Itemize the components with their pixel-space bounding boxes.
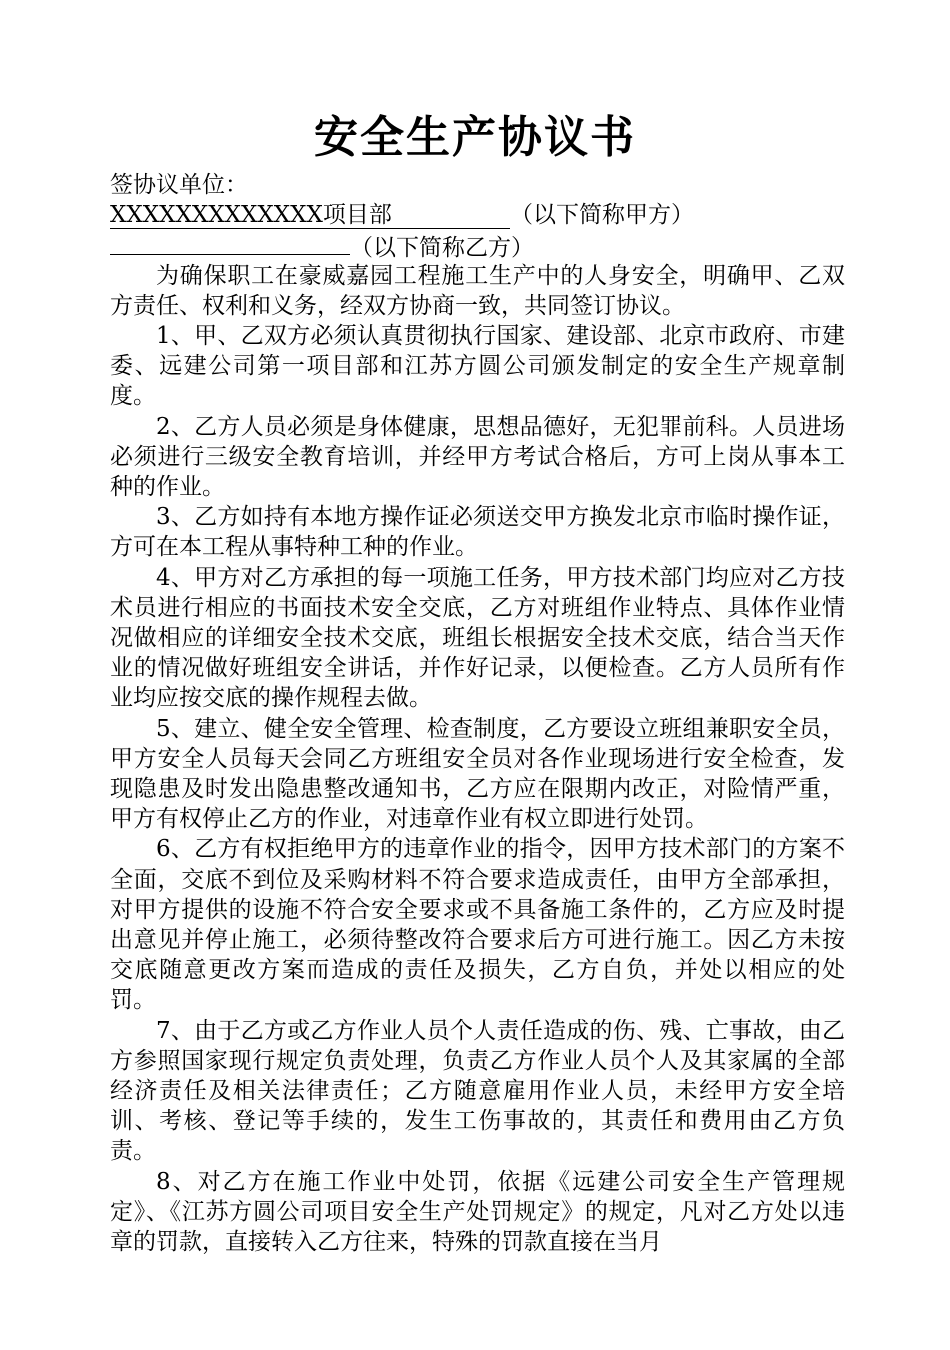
intro-paragraph: 为确保职工在豪威嘉园工程施工生产中的人身安全，明确甲、乙双方责任、权利和义务，经双方协商一致，共同签订协议。 bbox=[110, 262, 845, 319]
clause-7: 7、由于乙方或乙方作业人员个人责任造成的伤、残、亡事故，由乙方参照国家现行规定负责处理，负责乙方作业人员个人及其家属的全部经济责任及相关法律责任；乙方随意雇用作业人员，未经甲方安全培训、考核、登记等手续的，发生工伤事故的，其责任和费用由乙方负责。 bbox=[110, 1017, 845, 1165]
clause-4: 4、甲方对乙方承担的每一项施工任务，甲方技术部门均应对乙方技术员进行相应的书面技术安全交底，乙方对班组作业特点、具体作业情况做相应的详细安全技术交底，班组长根据安全技术交底，结合当天作业的情况做好班组安全讲话，并作好记录，以便检查。乙方人员所有作业均应按交底的操作规程去做。 bbox=[110, 564, 845, 712]
clause-3: 3、乙方如持有本地方操作证必须送交甲方换发北京市临时操作证，方可在本工程从事特种工种的作业。 bbox=[110, 504, 845, 561]
clause-5: 5、建立、健全安全管理、检查制度，乙方要设立班组兼职安全员，甲方安全人员每天会同乙方班组安全员对各作业现场进行安全检查，发现隐患及时发出隐患整改通知书，乙方应在限期内改正，对险情严重，甲方有权停止乙方的作业，对违章作业有权立即进行处罚。 bbox=[110, 715, 845, 833]
clause-8: 8、对乙方在施工作业中处罚，依据《远建公司安全生产管理规定》、《江苏方圆公司项目安全生产处罚规定》的规定，凡对乙方处以违章的罚款，直接转入乙方往来，特殊的罚款直接在当月 bbox=[110, 1168, 845, 1256]
clause-1: 1、甲、乙双方必须认真贯彻执行国家、建设部、北京市政府、市建委、远建公司第一项目部和江苏方圆公司颁发制定的安全生产规章制度。 bbox=[110, 322, 845, 410]
party-a-name: XXXXXXXXXXXXX项目部 bbox=[110, 202, 510, 229]
document-title: 安全生产协议书 bbox=[314, 112, 636, 163]
document-body bbox=[110, 170, 845, 1257]
signing-label: 签协议单位： bbox=[110, 172, 248, 198]
clause-6: 6、乙方有权拒绝甲方的违章作业的指令，因甲方技术部门的方案不全面，交底不到位及采购材料不符合要求造成责任，由甲方全部承担，对甲方提供的设施不符合安全要求或不具备施工条件的，乙方应及时提出意见并停止施工，必须待整改符合要求后方可进行施工。因乙方未按交底随意更改方案而造成的责任及损失，乙方自负，并处以相应的处罚。 bbox=[110, 836, 845, 1014]
party-a-suffix: （以下简称甲方） bbox=[510, 202, 694, 229]
party-b-line bbox=[110, 230, 845, 260]
party-b-suffix: （以下简称乙方） bbox=[350, 235, 534, 262]
party-a-line bbox=[110, 200, 845, 230]
party-b-name-blank bbox=[110, 230, 350, 255]
clause-2: 2、乙方人员必须是身体健康，思想品德好，无犯罪前科。人员进场必须进行三级安全教育培训，并经甲方考试合格后，方可上岗从事本工种的作业。 bbox=[110, 413, 845, 500]
